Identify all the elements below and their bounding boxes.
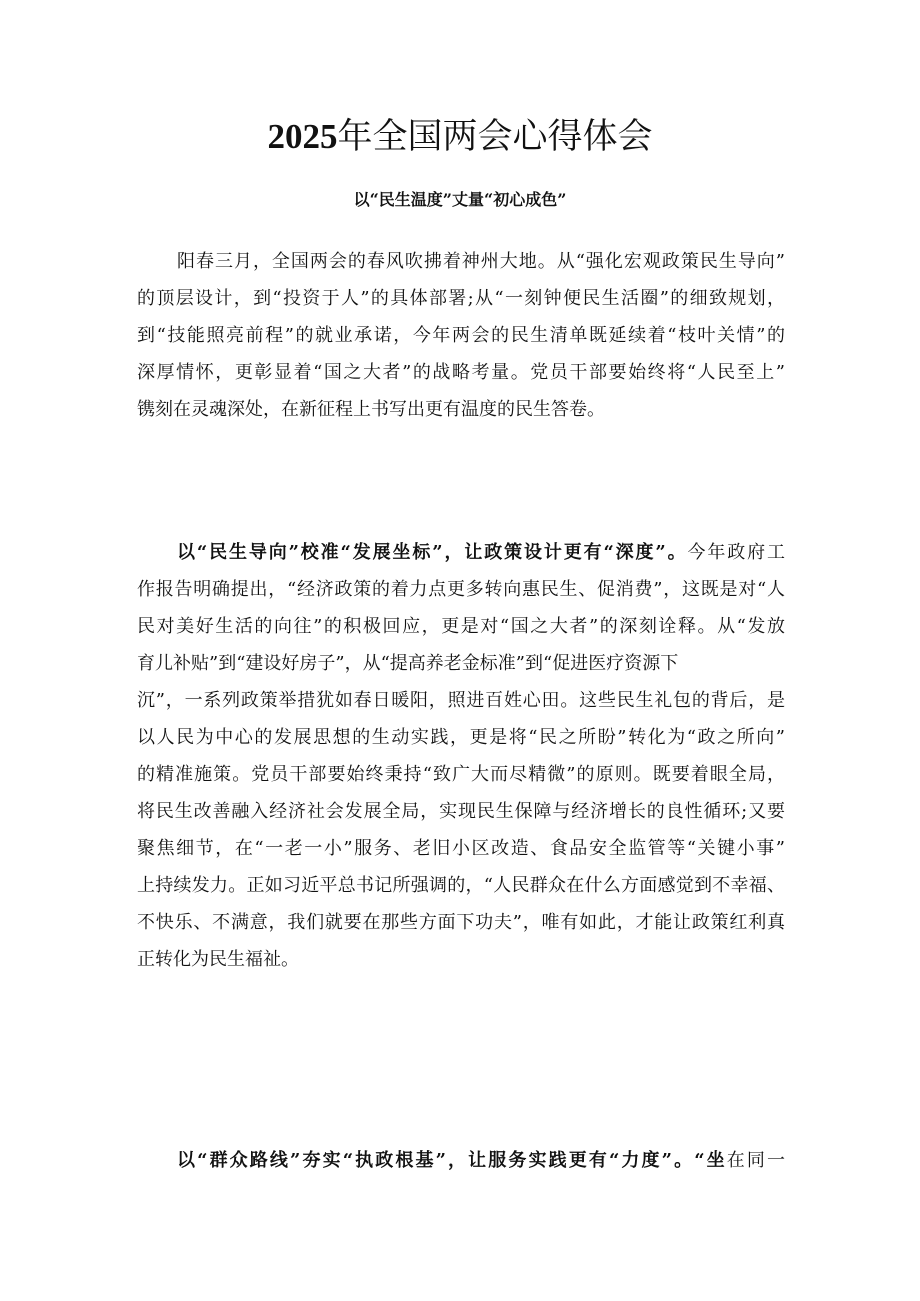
paragraph-line: 的精准施策。党员干部要始终秉持“致广大而尽精微”的原则。既要着眼全局， — [137, 764, 785, 785]
title-text: 年全国两会心得体会 — [337, 117, 653, 157]
document-subtitle: 以“民生温度”丈量“初心成色” — [353, 190, 567, 209]
paragraph-line: 到“技能照亮前程”的就业承诺，今年两会的民生清单既延续着“枝叶关情”的 — [137, 325, 785, 346]
title-year: 2025 — [267, 117, 338, 156]
paragraph-line: 上持续发力。正如习近平总书记所强调的，“人民群众在什么方面感觉到不幸福、 — [137, 875, 785, 896]
paragraph-lead-line — [137, 1142, 785, 1179]
paragraph-line: 将民生改善融入经济社会发展全局，实现民生保障与经济增长的良性循环;又要 — [137, 801, 785, 822]
paragraph-line: 阳春三月，全国两会的春风吹拂着神州大地。从“强化宏观政策民生导向” — [177, 251, 785, 272]
paragraph-line: 正转化为民生福祉。 — [137, 949, 299, 970]
document-title — [0, 112, 920, 162]
paragraph-line: 镌刻在灵魂深处，在新征程上书写出更有温度的民生答卷。 — [137, 399, 605, 420]
paragraph-line: 不快乐、不满意，我们就要在那些方面下功夫”，唯有如此，才能让政策红利真 — [137, 912, 785, 933]
paragraph-line: 育儿补贴”到“建设好房子”，从“提高养老金标准”到“促进医疗资源下 — [137, 653, 679, 674]
paragraph-line: 民对美好生活的向往”的积极回应，更是对“国之大者”的深刻诠释。从“发放 — [137, 616, 785, 637]
paragraph-1 — [137, 243, 785, 428]
paragraph-heading: 以“民生导向”校准“发展坐标”，让政策设计更有“深度”。 — [177, 542, 688, 563]
paragraph-line: 聚焦细节，在“一老一小”服务、老旧小区改造、食品安全监管等“关键小事” — [137, 838, 785, 859]
paragraph-lead-rest: 今年政府工 — [687, 542, 785, 563]
paragraph-3 — [137, 1142, 785, 1179]
paragraph-lead-rest: 在同一 — [726, 1150, 786, 1171]
paragraph-line: 深厚情怀，更彰显着“国之大者”的战略考量。党员干部要始终将“人民至上” — [137, 362, 785, 383]
paragraph-line: 作报告明确提出，“经济政策的着力点更多转向惠民生、促消费”，这既是对“人 — [137, 579, 785, 600]
paragraph-heading: 以“群众路线”夯实“执政根基”，让服务实践更有“力度”。“坐 — [177, 1150, 727, 1171]
paragraph-line: 以人民为中心的发展思想的生动实践，更是将“民之所盼”转化为“政之所向” — [137, 727, 785, 748]
paragraph-lead-line — [137, 534, 785, 571]
paragraph-line: 沉”，一系列政策举措犹如春日暖阳，照进百姓心田。这些民生礼包的背后，是 — [137, 690, 785, 711]
paragraph-line: 的顶层设计，到“投资于人”的具体部署;从“一刻钟便民生活圈”的细致规划， — [137, 288, 785, 309]
paragraph-2 — [137, 534, 785, 978]
